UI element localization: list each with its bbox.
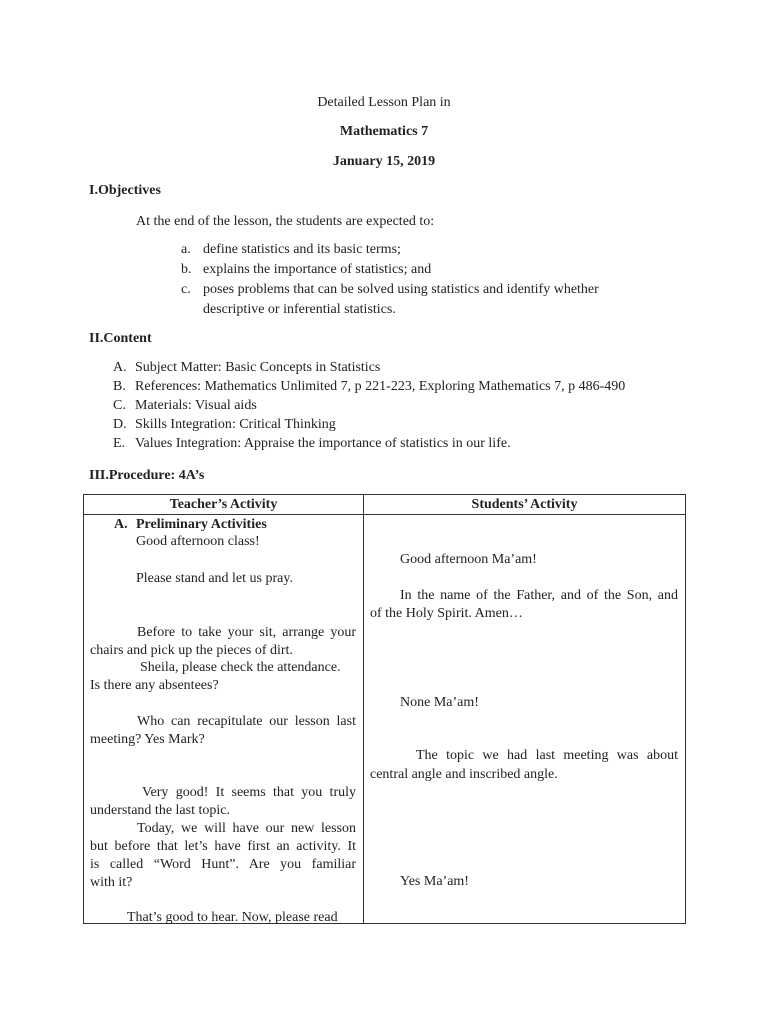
objective-text-continuation: descriptive or inferential statistics. — [203, 302, 396, 317]
students-activity-cell — [364, 515, 686, 924]
list-marker: E. — [113, 436, 126, 451]
teacher-line: chairs and pick up the pieces of dirt. — [90, 643, 293, 658]
table-header-row — [84, 495, 686, 515]
content-text: Subject Matter: Basic Concepts in Statistics — [135, 360, 381, 375]
student-line: of the Holy Spirit. Amen… — [370, 606, 523, 621]
student-line: Yes Ma’am! — [400, 874, 469, 889]
objectives-heading: I.Objectives — [89, 183, 161, 198]
table-row — [84, 515, 686, 924]
content-text: Materials: Visual aids — [135, 398, 257, 413]
list-marker: C. — [113, 398, 126, 413]
teacher-line: Please stand and let us pray. — [136, 571, 293, 586]
teacher-line: but before that let’s have first an activity. It — [90, 839, 356, 854]
list-marker: c. — [181, 282, 191, 297]
list-marker: A. — [113, 360, 127, 375]
list-marker: D. — [113, 417, 127, 432]
document-title-line: Detailed Lesson Plan in — [317, 95, 451, 110]
content-text: References: Mathematics Unlimited 7, p 221-223, Exploring Mathematics 7, p 486-490 — [135, 379, 626, 394]
teacher-line: Before to take your sit, arrange your — [137, 625, 356, 640]
list-marker: b. — [181, 262, 192, 277]
content-text: Skills Integration: Critical Thinking — [135, 417, 336, 432]
teacher-line: That’s good to hear. Now, please read — [127, 910, 338, 925]
teacher-line: Sheila, please check the attendance. — [140, 660, 341, 675]
teacher-line: with it? — [90, 875, 133, 890]
activity-table — [83, 494, 686, 924]
objective-text: poses problems that can be solved using statistics and identify whether — [203, 282, 599, 297]
subject-title: Mathematics 7 — [339, 124, 429, 139]
teacher-line: Very good! It seems that you truly — [142, 785, 356, 800]
teacher-activity-header: Teacher’s Activity — [84, 495, 364, 515]
content-heading: II.Content — [89, 331, 152, 346]
list-marker: B. — [113, 379, 126, 394]
section-marker: A. — [114, 517, 128, 532]
teacher-line: understand the last topic. — [90, 803, 230, 818]
lesson-date: January 15, 2019 — [332, 154, 436, 169]
content-text: Values Integration: Appraise the importance of statistics in our life. — [135, 436, 511, 451]
student-line: The topic we had last meeting was about — [416, 748, 678, 763]
list-marker: a. — [181, 242, 191, 257]
objectives-intro: At the end of the lesson, the students are expected to: — [136, 214, 435, 229]
teacher-line: meeting? Yes Mark? — [90, 732, 205, 747]
teacher-line: Today, we will have our new lesson — [137, 821, 356, 836]
objective-text: explains the importance of statistics; and — [203, 262, 432, 277]
teacher-line: Who can recapitulate our lesson last — [137, 714, 356, 729]
teacher-line: Good afternoon class! — [136, 534, 260, 549]
objective-text: define statistics and its basic terms; — [203, 242, 401, 257]
procedure-heading: III.Procedure: 4A’s — [89, 468, 205, 483]
teacher-line: is called “Word Hunt”. Are you familiar — [90, 857, 356, 872]
students-activity-header: Students’ Activity — [364, 495, 686, 515]
student-line: Good afternoon Ma’am! — [400, 552, 537, 567]
student-line: central angle and inscribed angle. — [370, 767, 558, 782]
teacher-activity-cell — [84, 515, 364, 924]
student-line: None Ma’am! — [400, 695, 479, 710]
student-line: In the name of the Father, and of the Son, and — [400, 588, 678, 603]
teacher-line: Is there any absentees? — [90, 678, 219, 693]
section-title: Preliminary Activities — [136, 517, 267, 532]
